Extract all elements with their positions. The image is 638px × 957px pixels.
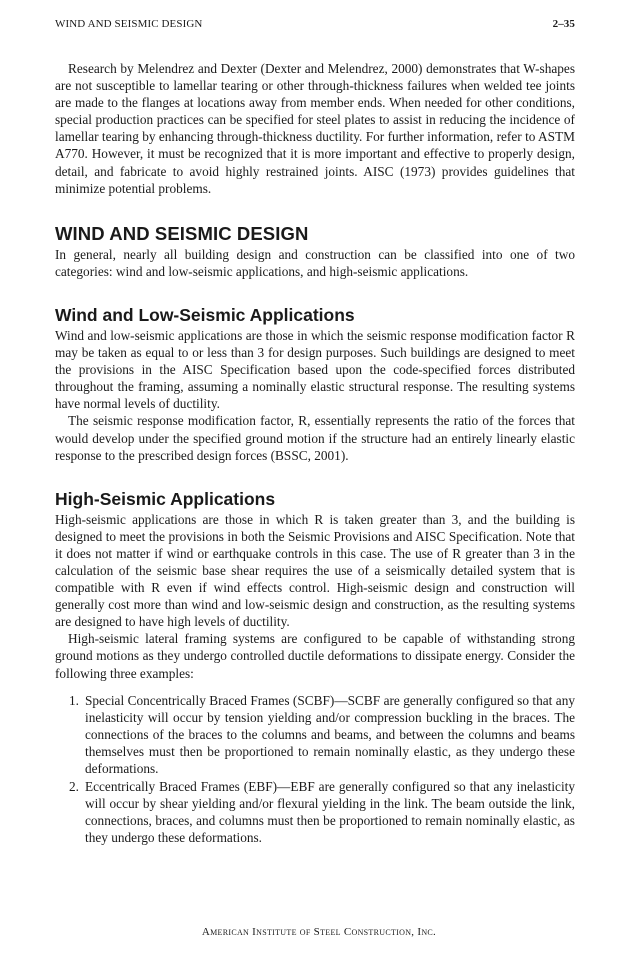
intro-paragraph: Research by Melendrez and Dexter (Dexter and Melendrez, 2000) demonstrates that W-shapes are not susceptible to lamellar tearing or other through-thickness failures when welded tee joints are made to the flanges at locations away from member ends. When needed for other conditions, special production practices can be specified for steel plates to assist in reducing the incidence of lamellar tearing by enhancing through-thickness ductility. For further information, refer to ASTM A770. However, it must be recognized that it is more important and effective to properly design, detail, and fabricate to avoid highly restrained joints. AISC (1973) provides guidelines that minimize potential problems. xyxy=(55,61,575,196)
high-seismic-paragraph-1: High-seismic applications are those in which R is taken greater than 3, and the building is designed to meet the provisions in both the Seismic Provisions and AISC Specification. Note that it does not matter if wind or earthquake controls in this case. The use of R greater than 3 in the calculation of the seismic base shear requires the use of a seismically detailed system that is compatible with R even if wind effects control. High-seismic design and construction will generally cost more than wind and low-seismic design and construction, as the resulting systems are designed to have high levels of ductility. xyxy=(55,511,575,630)
high-seismic-paragraph-2: High-seismic lateral framing systems are configured to be capable of withstanding strong ground motions as they undergo controlled ductile deformations to dissipate energy. Consider the following three examples: xyxy=(55,631,575,681)
subsection-heading-high-seismic: High-Seismic Applications xyxy=(55,488,276,509)
section-paragraph: In general, nearly all building design and construction can be classified into one of two categories: wind and low-seismic applications, and high-seismic applications. xyxy=(55,246,575,279)
list-item-text: Special Concentrically Braced Frames (SCBF)—SCBF are generally configured so that any inelasticity will occur by tension yielding and/or compression buckling in the braces. The connections of the braces to the columns and beams, and between the columns and beams themselves must then be proportioned to remain nominally elastic, as they undergo these deformations. xyxy=(85,692,575,776)
page-number: 2–35 xyxy=(552,18,575,30)
list-item-number: 2. xyxy=(69,779,79,795)
wind-paragraph-1: Wind and low-seismic applications are those in which the seismic response modification factor R may be taken as equal to or less than 3 for design purposes. Such buildings are designed to meet the provisions in the AISC Specification based upon the code-specified forces distributed throughout the framing, assuming a nominally elastic structural response. The resulting systems have normal levels of ductility. xyxy=(55,327,575,412)
running-header xyxy=(55,18,575,30)
page-footer: American Institute of Steel Construction, Inc. xyxy=(201,926,437,938)
running-title: WIND AND SEISMIC DESIGN xyxy=(55,18,203,30)
page-body xyxy=(55,18,575,847)
list-item-text: Eccentrically Braced Frames (EBF)—EBF are generally configured so that any inelasticity will occur by shear yielding and/or flexural yielding in the link. The beam outside the link, connections, braces, and columns must then be proportioned to remain nominally elastic, as they undergo these deformations. xyxy=(85,779,575,846)
list-item xyxy=(55,692,575,777)
subsection-heading-wind: Wind and Low-Seismic Applications xyxy=(55,304,355,325)
wind-paragraph-2: The seismic response modification factor, R, essentially represents the ratio of the forces that would develop under the specified ground motion if the structure had an entirely linearly elastic response to the prescribed design forces (BSSC, 2001). xyxy=(55,413,575,463)
framing-examples-list xyxy=(55,692,575,847)
list-item xyxy=(55,778,575,846)
section-heading: WIND AND SEISMIC DESIGN xyxy=(55,222,309,244)
list-item-number: 1. xyxy=(69,692,79,708)
